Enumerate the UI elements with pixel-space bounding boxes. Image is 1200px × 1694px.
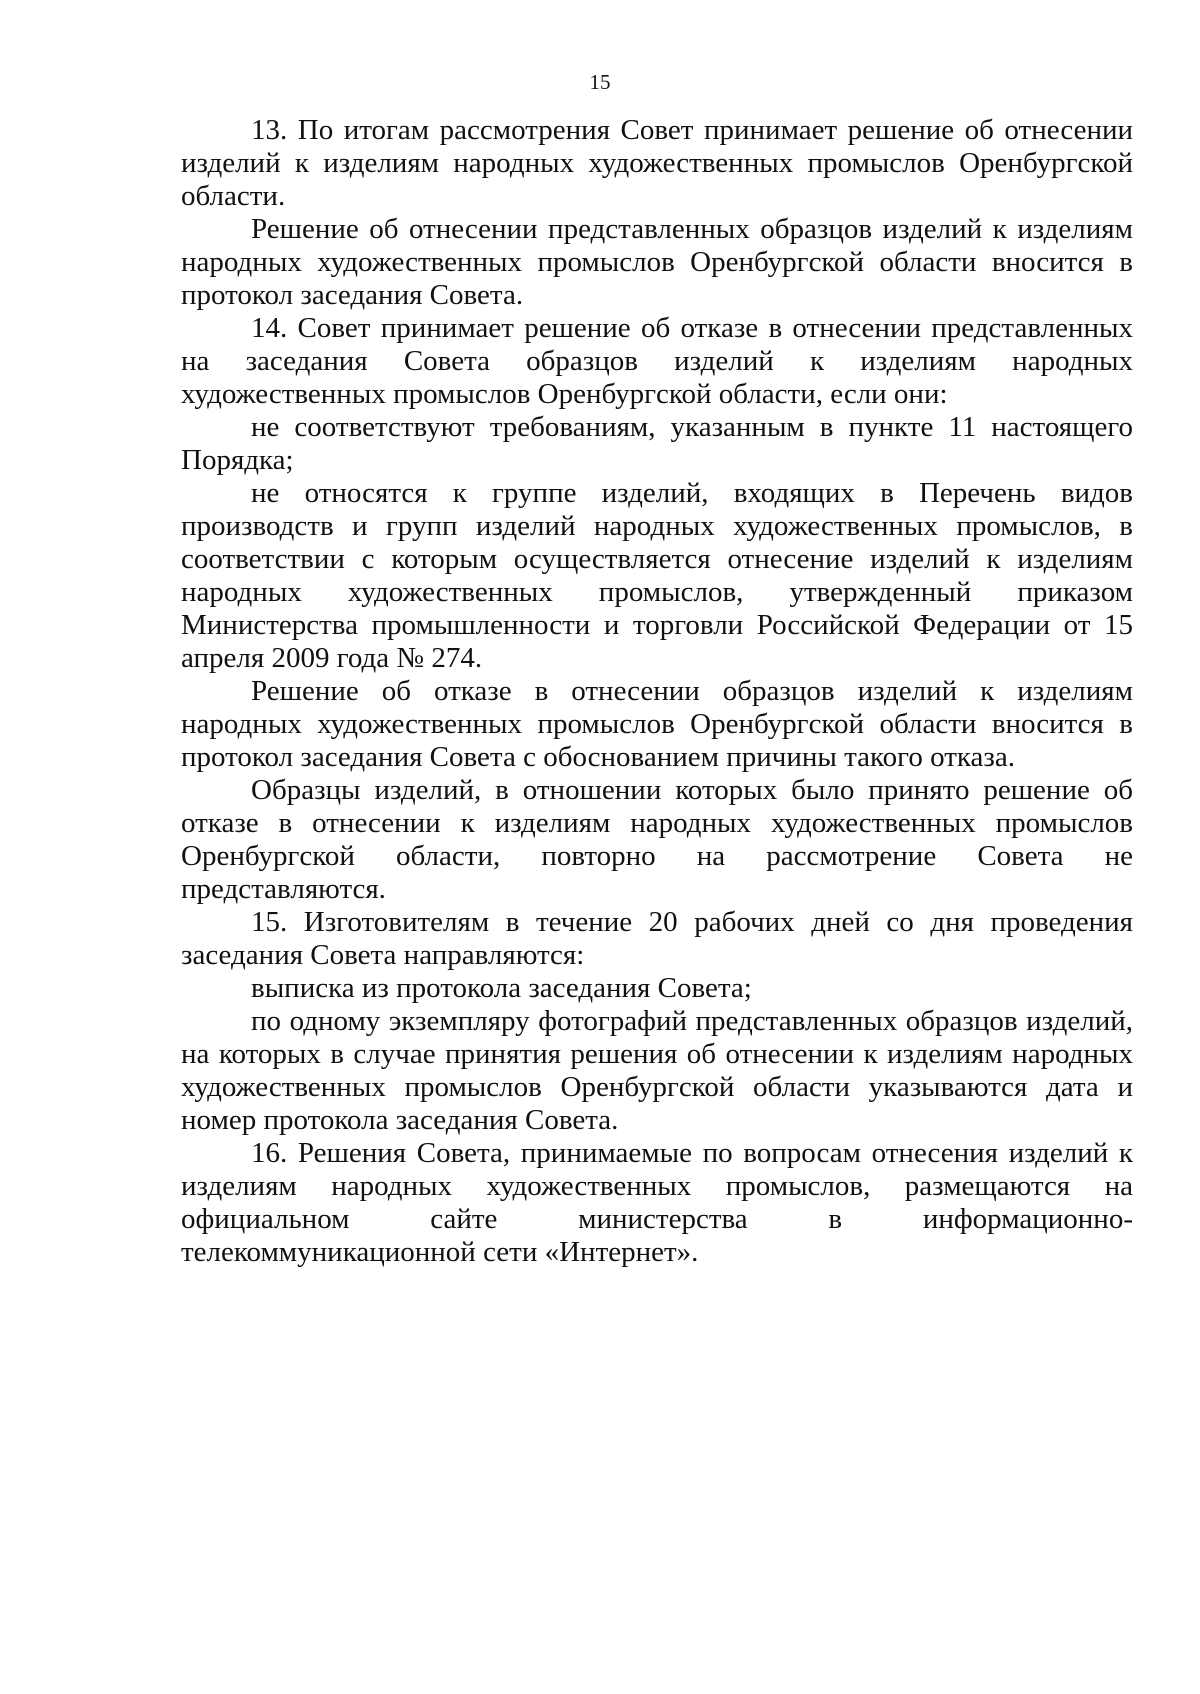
paragraph-14-condition-2: не относятся к группе изделий, входящих в Перечень видов производств и групп изделий народных художественных промыслов, в соответствии с которым осуществляется отнесение изделий к изделиям народных художественных промыслов, утвержденный приказом Министерства промышленности и торговли Российской Федерации от 15 апреля 2009 года № 274. <box>181 477 1133 674</box>
paragraph-14: 14. Совет принимает решение об отказе в отнесении представленных на заседания Совета образцов изделий к изделиям народных художественных промыслов Оренбургской области, если они: <box>181 312 1133 410</box>
paragraph-13-decision: Решение об отнесении представленных образцов изделий к изделиям народных художественных промыслов Оренбургской области вносится в протокол заседания Совета. <box>181 213 1133 311</box>
document-body <box>181 114 1133 1269</box>
page-number: 15 <box>589 70 611 94</box>
paragraph-15: 15. Изготовителям в течение 20 рабочих дней со дня проведения заседания Совета направляются: <box>181 906 1133 971</box>
paragraph-14-no-resubmission: Образцы изделий, в отношении которых было принято решение об отказе в отнесении к изделиям народных художественных промыслов Оренбургской области, повторно на рассмотрение Совета не представляются. <box>181 774 1133 905</box>
paragraph-16: 16. Решения Совета, принимаемые по вопросам отнесения изделий к изделиям народных художественных промыслов, размещаются на официальном сайте министерства в информационно-телекоммуникационной сети «Интернет». <box>181 1137 1133 1268</box>
paragraph-13: 13. По итогам рассмотрения Совет принимает решение об отнесении изделий к изделиям народных художественных промыслов Оренбургской области. <box>181 114 1133 212</box>
paragraph-15-item-1: выписка из протокола заседания Совета; <box>251 972 752 1004</box>
paragraph-14-condition-1: не соответствуют требованиям, указанным в пункте 11 настоящего Порядка; <box>181 411 1133 476</box>
paragraph-14-refusal-record: Решение об отказе в отнесении образцов изделий к изделиям народных художественных промыслов Оренбургской области вносится в протокол заседания Совета с обоснованием причины такого отказа. <box>181 675 1133 773</box>
paragraph-15-item-2: по одному экземпляру фотографий представленных образцов изделий, на которых в случае принятия решения об отнесении к изделиям народных художественных промыслов Оренбургской области указываются дата и номер протокола заседания Совета. <box>181 1005 1133 1136</box>
